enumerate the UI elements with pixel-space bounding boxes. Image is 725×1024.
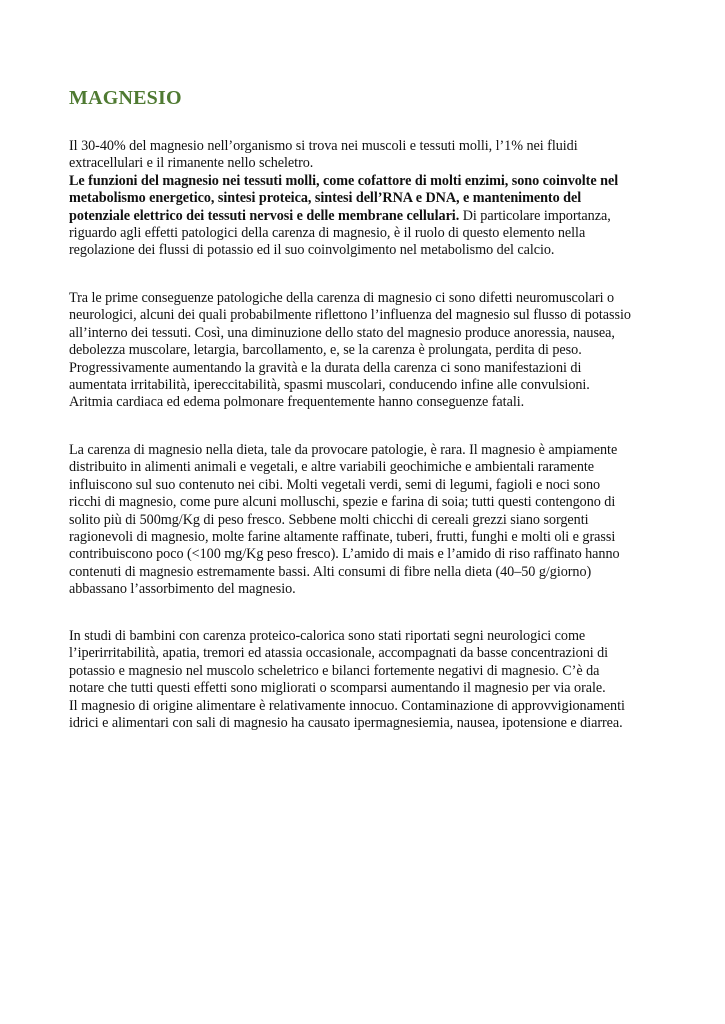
text-line xyxy=(69,225,659,242)
page-title: MAGNESIO xyxy=(69,87,182,109)
text-line xyxy=(69,377,659,394)
plain-text: all’interno dei tessuti. Così, una diminuzione dello stato del magnesio produce anoressia, nausea, xyxy=(69,324,615,341)
plain-text: riguardo agli effetti patologici della carenza di magnesio, è il ruolo di questo elemento nella xyxy=(69,225,586,242)
plain-text: ragionevoli di magnesio, molte farine altamente raffinate, tuberi, frutti, funghi e molti oli e grassi xyxy=(69,529,616,546)
plain-text: debolezza muscolare, letargia, barcollamento, e, se la carenza è prolungata, perdita di peso. xyxy=(69,342,582,359)
text-line xyxy=(69,512,659,529)
text-line xyxy=(69,581,659,598)
plain-text: aumentata irritabilità, ipereccitabilità, spasmi muscolari, conducendo infine alle convulsioni. xyxy=(69,377,590,394)
text-line xyxy=(69,546,659,563)
plain-text: Tra le prime conseguenze patologiche della carenza di magnesio ci sono difetti neuromuscolari o xyxy=(69,290,615,306)
plain-text: Aritmia cardiaca ed edema polmonare frequentemente hanno conseguenze fatali. xyxy=(69,394,525,411)
plain-text: potassio e magnesio nel muscolo scheletrico e bilanci fortemente negativi di magnesio. C’è da xyxy=(69,662,600,679)
bold-text: metabolismo energetico, sintesi proteica, sintesi dell’RNA e DNA, e mantenimento del xyxy=(69,190,582,207)
text-line xyxy=(69,459,659,476)
text-line xyxy=(69,442,659,459)
text-line xyxy=(69,663,659,680)
paragraph-dietary-sources xyxy=(69,442,659,599)
plain-text: l’iperirritabilità, apatia, tremori ed atassia occasionale, accompagnati da basse concentrazioni di xyxy=(69,645,609,662)
bold-text: Le funzioni del magnesio nei tessuti molli, come cofattore di molti enzimi, sono coinvolte nel xyxy=(69,172,619,189)
plain-text: notare che tutti questi effetti sono migliorati o scomparsi aumentando il magnesio per via orale. xyxy=(69,680,606,697)
text-line xyxy=(69,342,659,359)
plain-text: Il 30-40% del magnesio nell’organismo si trova nei muscoli e tessuti molli, l’1% nei fluidi xyxy=(69,138,578,154)
paragraph-pathological-consequences xyxy=(69,290,659,412)
plain-text: abbassano l’assorbimento del magnesio. xyxy=(69,581,296,598)
plain-text: In studi di bambini con carenza proteico-calorica sono stati riportati segni neurologici come xyxy=(69,628,586,644)
text-line xyxy=(69,394,659,411)
plain-text: ricchi di magnesio, come pure alcuni molluschi, spezie e farina di soia; tutti questi contengono di xyxy=(69,494,616,511)
paragraph-magnesium-distribution xyxy=(69,138,659,260)
text-line xyxy=(69,628,659,645)
paragraph-clinical-studies xyxy=(69,628,659,732)
plain-text: distribuito in alimenti animali e vegetali, e altre variabili geochimiche e ambientali raramente xyxy=(69,459,595,476)
text-line xyxy=(69,138,659,155)
bold-text: potenziale elettrico dei tessuti nervosi e delle membrane cellulari. xyxy=(69,207,460,224)
text-line xyxy=(69,698,659,715)
text-line xyxy=(69,173,659,190)
text-line xyxy=(69,360,659,377)
text-line xyxy=(69,325,659,342)
text-line xyxy=(69,529,659,546)
plain-text: regolazione dei flussi di potassio ed il suo coinvolgimento nel metabolismo del calcio. xyxy=(69,242,555,259)
text-line xyxy=(69,494,659,511)
text-line xyxy=(69,645,659,662)
text-line xyxy=(69,477,659,494)
text-line xyxy=(69,680,659,697)
text-line xyxy=(69,208,659,225)
plain-text: solito più di 500mg/Kg di peso fresco. Sebbene molti chicchi di cereali grezzi siano sorgenti xyxy=(69,511,589,528)
plain-text: influiscono sul suo contenuto nei cibi. Molti vegetali verdi, semi di legumi, fagioli e noci sono xyxy=(69,476,601,493)
plain-text: La carenza di magnesio nella dieta, tale da provocare patologie, è rara. Il magnesio è ampiamente xyxy=(69,442,618,458)
plain-text: Il magnesio di origine alimentare è relativamente innocuo. Contaminazione di approvvigionamenti xyxy=(69,697,625,714)
plain-text: Di particolare importanza, xyxy=(459,207,611,224)
plain-text: neurologici, alcuni dei quali probabilmente riflettono l’influenza del magnesio sul flusso di potassio xyxy=(69,307,631,324)
plain-text: Progressivamente aumentando la gravità e la durata della carenza ci sono manifestazioni di xyxy=(69,359,582,376)
text-line xyxy=(69,242,659,259)
text-line xyxy=(69,715,659,732)
plain-text: extracellulari e il rimanente nello scheletro. xyxy=(69,155,314,172)
text-line xyxy=(69,190,659,207)
plain-text: idrici e alimentari con sali di magnesio ha causato ipermagnesiemia, nausea, ipotensione e diarrea. xyxy=(69,715,623,732)
text-line xyxy=(69,290,659,307)
text-line xyxy=(69,307,659,324)
text-line xyxy=(69,155,659,172)
text-line xyxy=(69,564,659,581)
plain-text: contenuti di magnesio estremamente bassi. Alti consumi di fibre nella dieta (40–50 g/giorno) xyxy=(69,563,592,580)
plain-text: contribuiscono poco (<100 mg/Kg peso fresco). L’amido di mais e l’amido di riso raffinato hanno xyxy=(69,546,620,563)
